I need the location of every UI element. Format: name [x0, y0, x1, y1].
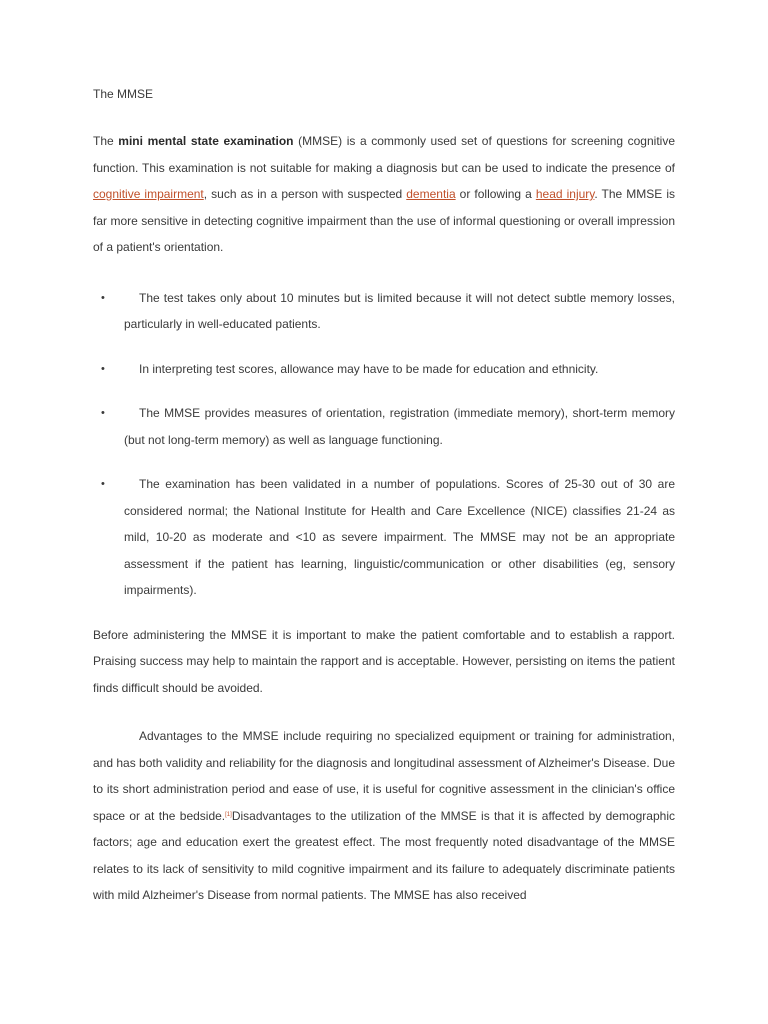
intro-paragraph	[93, 128, 675, 261]
intro-text-3: , such as in a person with suspected	[203, 187, 407, 201]
bullet-list	[93, 285, 675, 604]
bullet-text: The MMSE provides measures of orientation, registration (immediate memory), short-term memory (but not long-term memory) as well as language functioning.	[124, 406, 675, 447]
link-cognitive-impairment[interactable]: cognitive impairment	[93, 187, 204, 201]
list-item	[93, 400, 675, 453]
document-title: The MMSE	[93, 87, 154, 101]
advantages-paragraph	[93, 723, 675, 909]
link-head-injury[interactable]: head injury	[535, 187, 595, 201]
bullet-text: In interpreting test scores, allowance may have to be made for education and ethnicity.	[139, 361, 599, 376]
document-page	[93, 86, 675, 909]
intro-text-4: or following a	[455, 187, 536, 201]
intro-bold-term: mini mental state examination	[118, 134, 294, 148]
advantages-text: Advantages to the MMSE include requiring no specialized equipment or training for administration, and has both validity and reliability for the diagnosis and longitudinal assessment of Alzheimer's Disease. Due to its short administration period and ease of use, it is useful for cognitive assessment in the clinician's office space or at the bedside.	[93, 729, 675, 823]
bullet-text: The examination has been validated in a number of populations. Scores of 25-30 out of 30 are considered normal; the National Institute for Health and Care Excellence (NICE) classifies 21-24 as mild, 10-20 as moderate and <10 as severe impairment. The MMSE may not be an appropriate assessment if the patient has learning, linguistic/communication or other disabilities (eg, sensory impairments).	[124, 477, 675, 597]
citation-link[interactable]: [1]	[225, 811, 232, 818]
list-item	[93, 356, 675, 383]
intro-text-1: The	[93, 134, 119, 148]
intro-text-2: (MMSE) is a commonly used set of questions for screening cognitive function. This examination is not suitable for making a diagnosis but can be used to indicate the presence of	[93, 134, 675, 175]
bullet-icon: •	[101, 407, 105, 419]
bullet-text: The test takes only about 10 minutes but is limited because it will not detect subtle memory losses, particularly in well-educated patients.	[124, 290, 675, 331]
intro-text-5: . The MMSE is far more sensitive in detecting cognitive impairment than the use of informal questioning or overall impression of a patient's orientation.	[93, 187, 675, 254]
bullet-icon: •	[101, 291, 105, 304]
bullet-icon: •	[101, 478, 105, 490]
list-item	[93, 285, 675, 338]
administering-paragraph: Before administering the MMSE it is important to make the patient comfortable and to establish a rapport. Praising success may help to maintain the rapport and is acceptable. However, persisting on items the patient finds difficult should be avoided.	[93, 627, 675, 695]
bullet-icon: •	[101, 362, 105, 375]
link-dementia[interactable]: dementia	[406, 187, 456, 201]
disadvantages-text: Disadvantages to the utilization of the MMSE is that it is affected by demographic factors; age and education exert the greatest effect. The most frequently noted disadvantage of the MMSE relates to its lack of sensitivity to mild cognitive impairment and its failure to adequately discriminate patients with mild Alzheimer's Disease from normal patients. The MMSE has also received	[93, 808, 675, 902]
list-item	[93, 471, 675, 604]
